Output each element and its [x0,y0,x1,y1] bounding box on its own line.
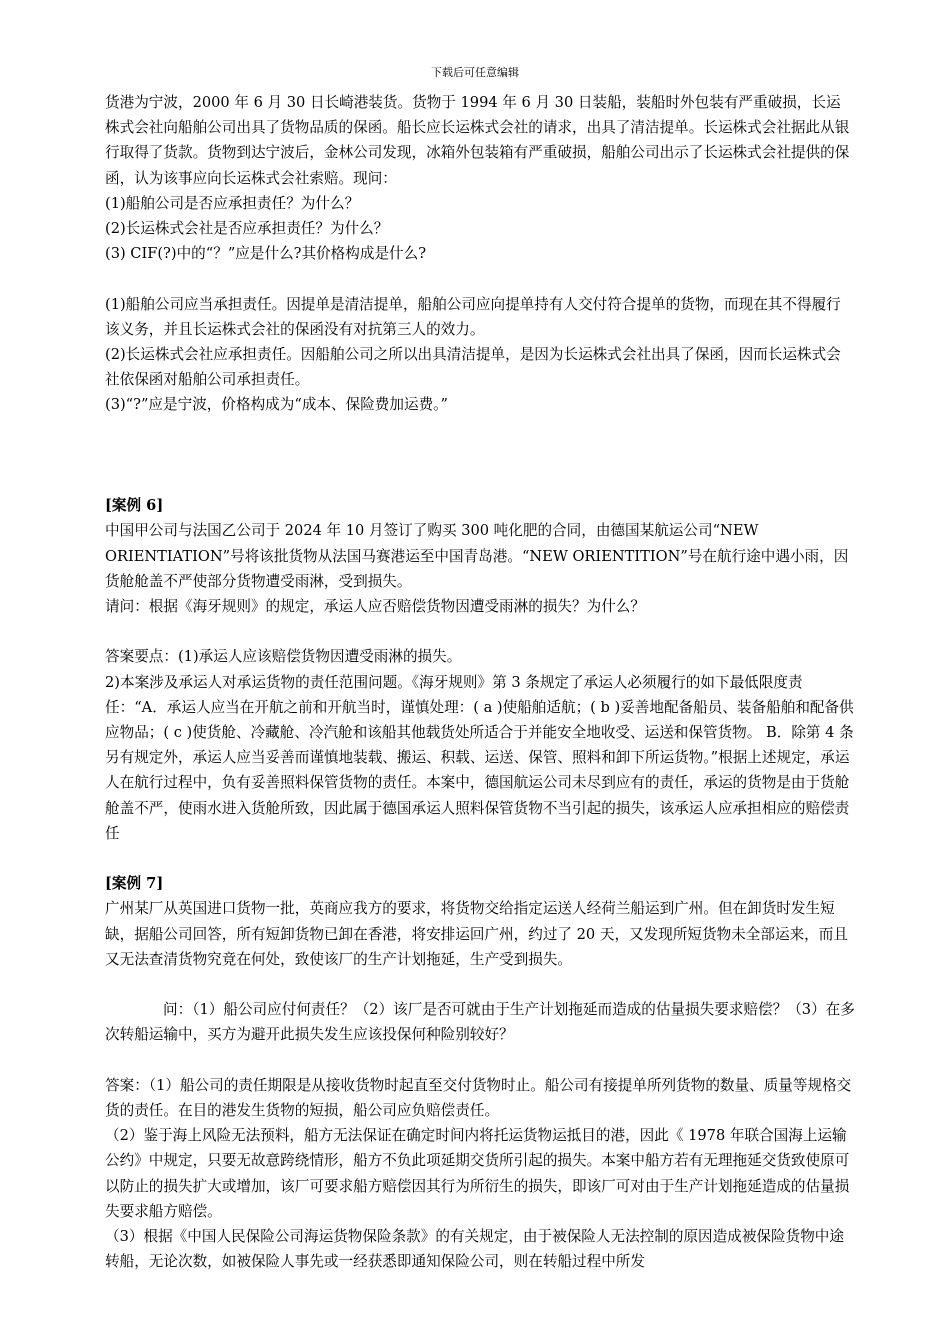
document-body [105,90,855,1274]
spacer [105,846,855,871]
spacer [105,443,855,468]
spacer [105,972,855,997]
case5-question-3: (3) CIF(?)中的“？”应是什么?其价格构成是什么? [105,245,427,263]
case7-story: 广州某厂从英国进口货物一批，英商应我方的要求，将货物交给指定运送人经荷兰船运到广州。但在卸货时发生短缺，据船公司回答，所有短卸货物已卸在香港，将安排运回广州，约过了 20 天，又发现所短货物未全部运来，而且又无法查清货物究竟在何处，致使该厂的生产计划拖延，生产受到损失。 [105,900,848,968]
spacer [105,418,855,443]
case5-answer-1: (1)船舶公司应当承担责任。因提单是清洁提单，船舶公司应向提单持有人交付符合提单的货物，而现在其不得履行该义务，并且长运株式会社的保函没有对抗第三人的效力。 [105,295,841,338]
case7-answer-3: （3）根据《中国人民保险公司海运货物保险条款》的有关规定，由于被保险人无法控制的原因造成被保险货物中途转船，无论次数，如被保险人事先或一经获悉即通知保险公司，则在转船过程中所发 [105,1228,844,1271]
case5-question-2: (2)长运株式会社是否应承担责任？为什么？ [105,220,389,238]
case7-question: 问：（1）船公司应付何责任？（2）该厂是否可就由于生产计划拖延而造成的估量损失要求赔偿？（3）在多次转船运输中，买方为避开此损失发生应该投保何种险别较好？ [105,1001,855,1044]
case6-question: 请问：根据《海牙规则》的规定，承运人应否赔偿货物因遭受雨淋的损失？为什么？ [105,598,645,615]
case5-answer-2: (2)长运株式会社应承担责任。因船舶公司之所以出具清洁提单，是因为长运株式会社出具了保函，因而长运株式会社依保函对船舶公司承担责任。 [105,346,841,389]
case6-answer-2: 2)本案涉及承运人对承运货物的责任范围问题。《海牙规则》第 3 条规定了承运人必须履行的如下最低限度责任：“A．承运人应当在开航之前和开航当时，谨慎处理：( a )使船舶适航；( b )妥善地配备船员、装备船舶和配备供应物品；( c )使货舱、冷藏舱、冷汽舱和该船其他载货处所适合于并能安全地收受、运送和保管货物。 B．除第 4 条另有规定外，承运人应当妥善而谨慎地装载、搬运、积载、运送、保管、照料和卸下所运货物。”根据上述规定，承运人在航行过程中，负有妥善照料保管货物的责任。本案中，德国航运公司未尽到应有的责任，承运的货物是由于货舱舱盖不严，使雨水进入货舱所致，因此属于德国承运人照料保管货物不当引起的损失，该承运人应承担相应的赔偿责任 [105,673,854,842]
case5-answer-3: (3)“?”应是宁波，价格构成为“成本、保险费加运费。” [105,396,448,414]
case7-answer-2: （2）鉴于海上风险无法预料，船方无法保证在确定时间内将托运货物运抵目的港，因此《 1978 年联合国海上运输公约》中规定，只要无故意跨绕情形，船方不负此项延期交货所引起的损失。本案中船方若有无理拖延交货致使原可以防止的损失扩大或增加，该厂可要求船方赔偿因其行为所衍生的损失，即该厂可对由于生产计划拖延造成的估量损失要求船方赔偿。 [105,1127,850,1220]
spacer [105,468,855,493]
case7-answer-1: 答案：（1）船公司的责任期限是从接收货物时起直至交付货物时止。船公司有接提单所列货物的数量、质量等规格交货的责任。在目的港发生货物的短损，船公司应负赔偿责任。 [105,1076,852,1119]
case6-story: 中国甲公司与法国乙公司于 2024 年 10 月签订了购买 300 吨化肥的合同，由德国某航运公司“NEW ORIENTIATION”号将该批货物从法国马赛港运至中国青岛港。“NEW ORIENTITION”号在航行途中遇小雨，因货舱舱盖不严使部分货物遭受雨淋，受到损失。 [105,522,849,590]
case6-title: [案例 6] [105,497,164,515]
case6-answer-intro: 答案要点：(1)承运人应该赔偿货物因遭受雨淋的损失。 [105,648,462,666]
spacer [105,619,855,644]
spacer [105,266,855,291]
case5-question-1: (1)船舶公司是否应承担责任？为什么？ [105,194,360,212]
spacer [105,1048,855,1073]
case7-title: [案例 7] [105,875,164,893]
case5-story: 货港为宁波，2000 年 6 月 30 日长崎港装货。货物于 1994 年 6 月 30 日装船，装船时外包装有严重破损，长运株式会社向船舶公司出具了货物品质的保函。船长应长运株式会社的请求，出具了清洁提单。长运株式会社据此从银行取得了货款。货物到达宁波后，金林公司发现，冰箱外包装箱有严重破损，船舶公司出示了长运株式会社提供的保函，认为该事应向长运株式会社索赔。现问： [105,94,850,187]
page-header: 下载后可任意编辑 [431,66,519,79]
